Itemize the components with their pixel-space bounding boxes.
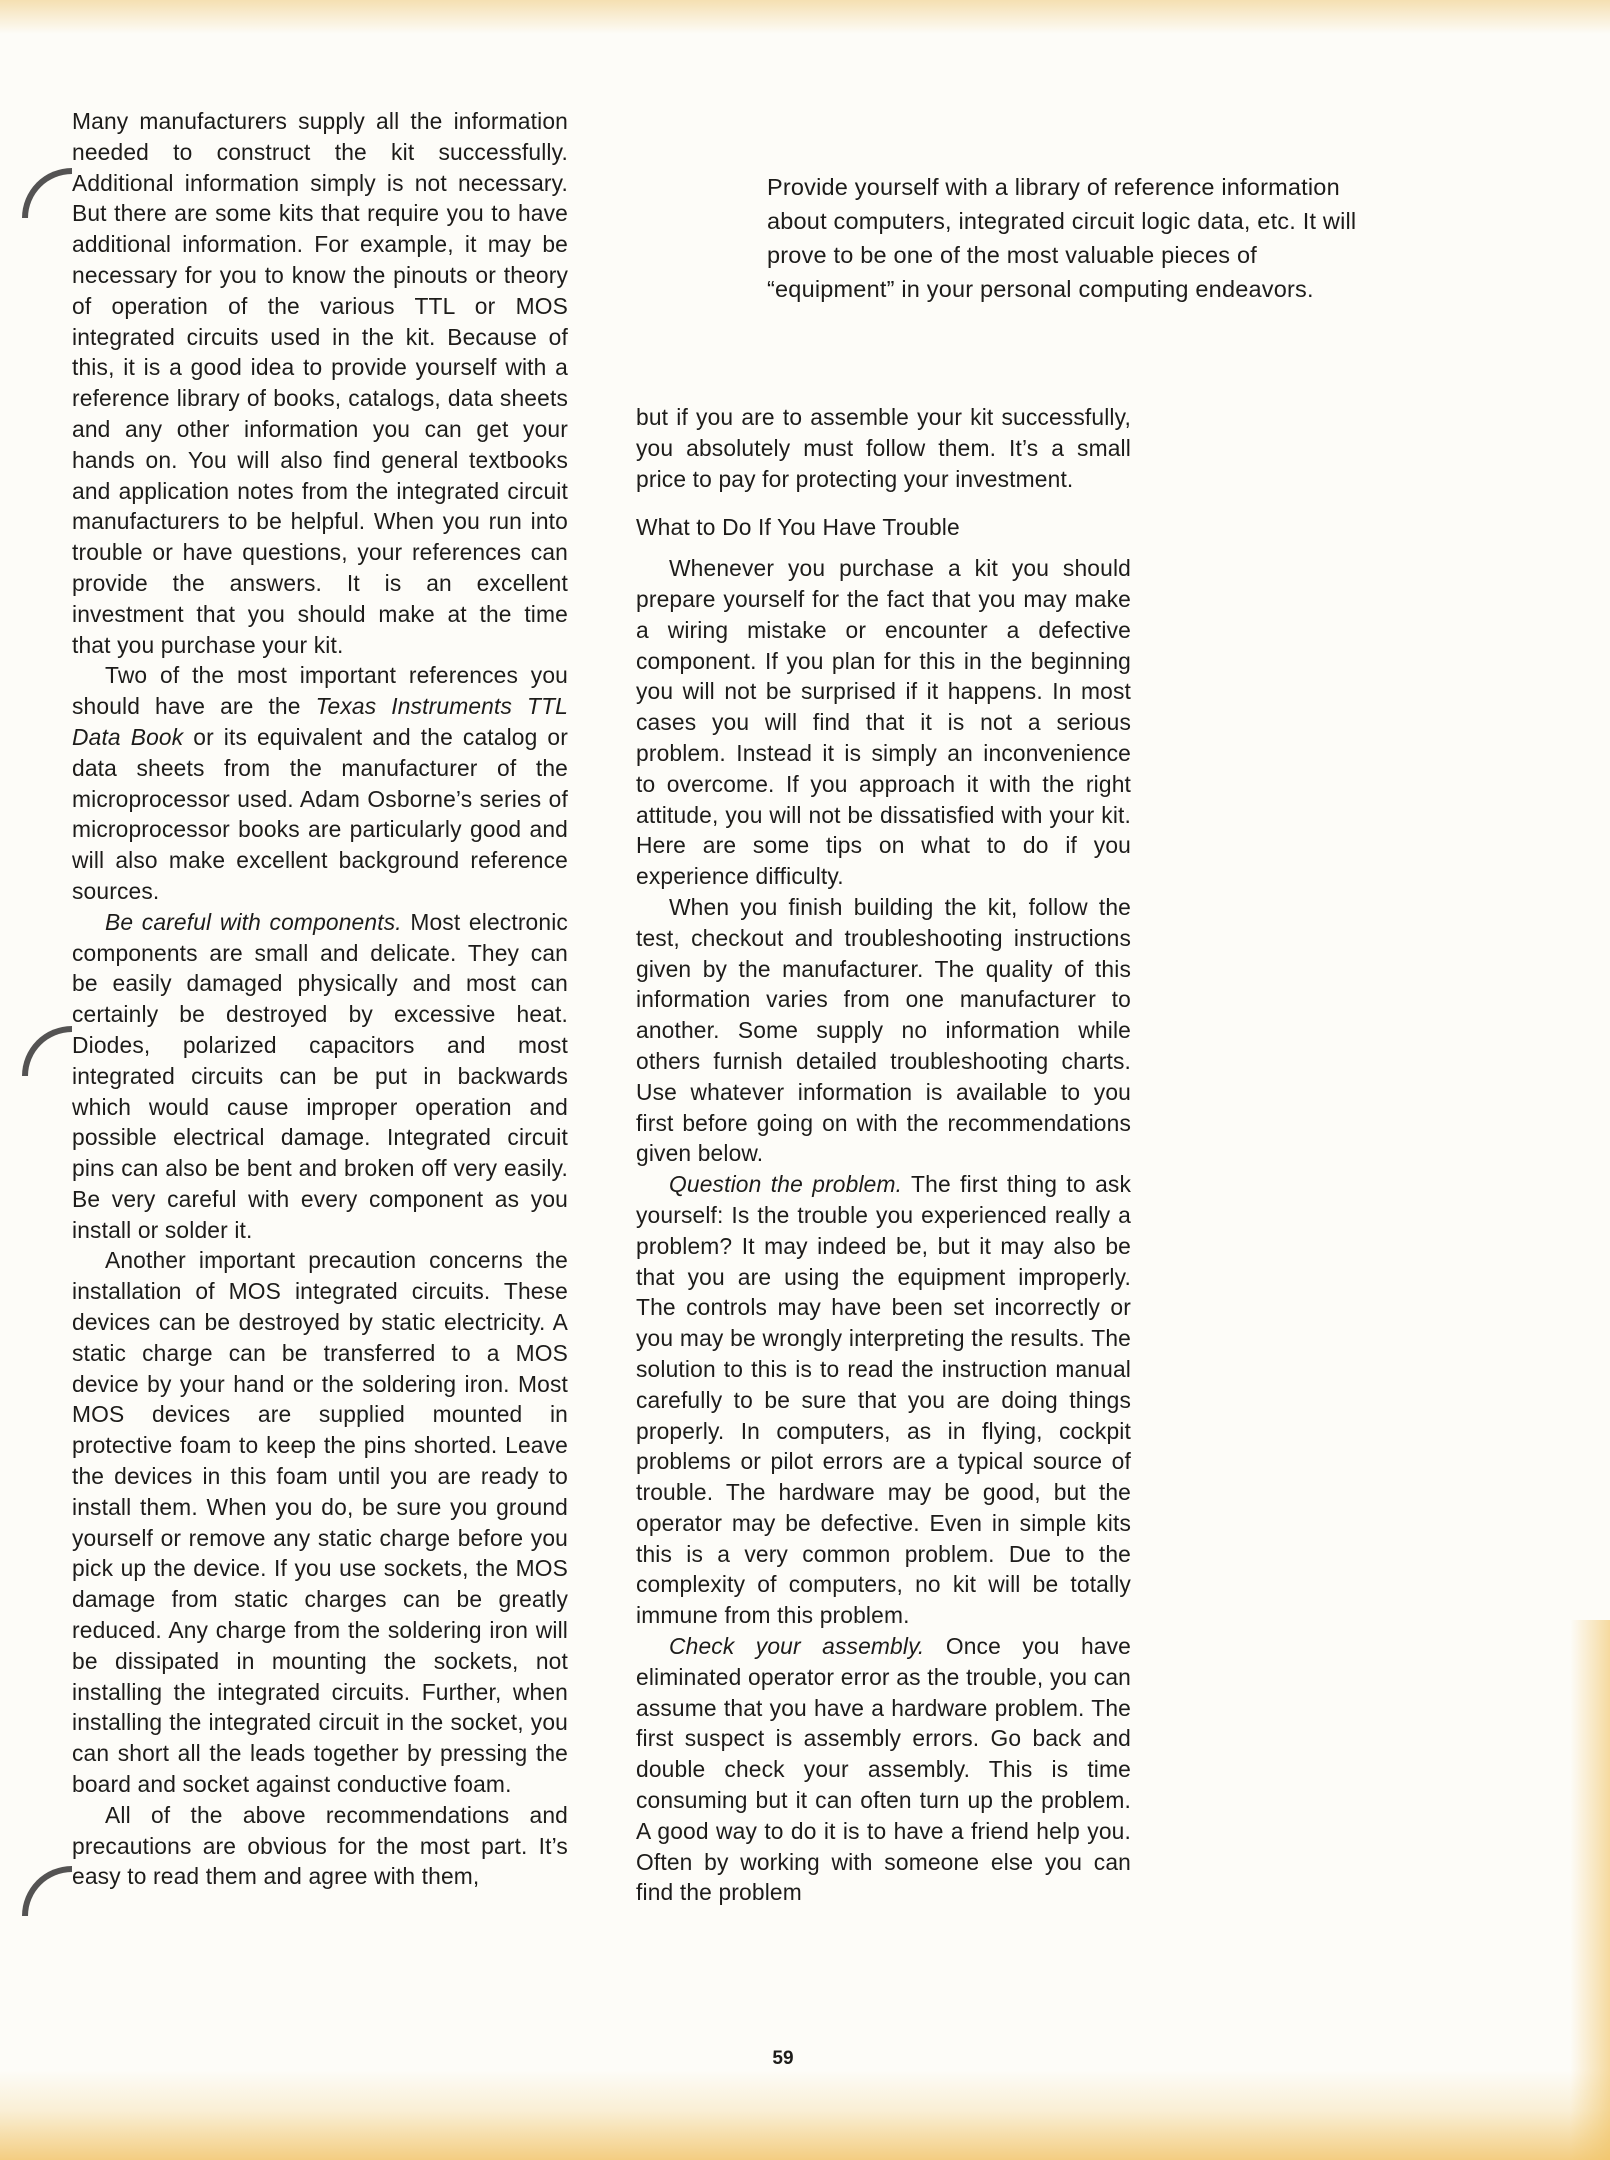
paragraph-text: Once you have eliminated operator error as the trouble, you can assume that you have a hardware problem. The first suspect is assembly errors. Go back and double check your assembly. This is time consuming but it can often turn up the problem. A good way to do it is to have a friend help you. Often by working with someone else you can find the problem <box>636 1633 1131 1906</box>
book-title: Texas Instruments TTL Data Book <box>72 693 568 750</box>
run-in-heading: Check your assembly. <box>669 1633 925 1660</box>
right-column <box>636 402 1131 1908</box>
run-in-heading: Be careful with components. <box>105 908 402 935</box>
page-number: 59 <box>772 2048 794 2069</box>
paragraph <box>636 1631 1131 1908</box>
paragraph-text: The first thing to ask yourself: Is the trouble you experienced really a problem? It may indeed be, but it may also be that you are using the equipment improperly. The controls may have been set incorrectly or you may be wrongly interpreting the results. The solution to this is to read the instruction manual carefully to be sure that you are doing things properly. In computers, as in flying, cockpit problems or pilot errors are a typical source of trouble. The hardware may be good, but the operator may be defective. Even in simple kits this is a very common problem. Due to the complexity of computers, no kit will be totally immune from this problem. <box>636 1171 1131 1629</box>
section-heading: What to Do If You Have Trouble <box>636 514 960 541</box>
paragraph-text: or its equivalent and the catalog or data sheets from the manufacturer of the microprocessor used. Adam Osborne’s series of microprocessor books are particularly good and will also make excellent background reference sources. <box>72 723 568 904</box>
paper-stain-right <box>1570 1620 1610 2160</box>
pull-quote-text: Provide yourself with a library of reference information about computers, integrated circuit logic data, etc. It will prove to be one of the most valuable pieces of “equipment” in your personal computing endeavors. <box>767 174 1357 302</box>
paragraph: but if you are to assemble your kit successfully, you absolutely must follow them. It’s a small price to pay for protecting your investment. <box>636 404 1131 492</box>
left-column <box>72 106 568 1892</box>
binder-hole-mark-top <box>22 168 72 218</box>
paragraph <box>72 907 568 1246</box>
paper-stain-top <box>0 0 1610 34</box>
pull-quote <box>767 170 1369 306</box>
paragraph-text: Most electronic components are small and delicate. They can be easily damaged physically and most can certainly be destroyed by excessive heat. Diodes, polarized capacitors and most integrated circuits can be put in backwards which would cause improper operation and possible electrical damage. Integrated circuit pins can also be bent and broken off very easily. Be very careful with every component as you install or solder it. <box>72 908 568 1243</box>
paper-stain-bottom <box>0 2070 1610 2160</box>
run-in-heading: Question the problem. <box>669 1171 903 1198</box>
paragraph: Many manufacturers supply all the information needed to construct the kit successfully. Additional information simply is not necessary. But there are some kits that require you to have additional information. For example, it may be necessary for you to know the pinouts or theory of operation of the various TTL or MOS integrated circuits used in the kit. Because of this, it is a good idea to provide yourself with a reference library of books, catalogs, data sheets and any other information you can get your hands on. You will also find general textbooks and application notes from the integrated circuit manufacturers to be helpful. When you run into trouble or have questions, your references can provide the answers. It is an excellent investment that you should make at the time that you purchase your kit. <box>72 108 568 658</box>
paragraph: All of the above recommendations and precautions are obvious for the most part. It’s easy to read them and agree with them, <box>72 1801 568 1890</box>
paragraph <box>636 1169 1131 1631</box>
binder-hole-mark-middle <box>22 1026 72 1076</box>
binder-hole-mark-bottom <box>22 1866 72 1916</box>
paragraph: Another important precaution concerns the installation of MOS integrated circuits. These devices can be destroyed by static electricity. A static charge can be transferred to a MOS device by your hand or the soldering iron. Most MOS devices are supplied mounted in protective foam to keep the pins shorted. Leave the devices in this foam until you are ready to install them. When you do, be sure you ground yourself or remove any static charge before you pick up the device. If you use sockets, the MOS damage from static charges can be greatly reduced. Any charge from the soldering iron will be dissipated in mounting the sockets, not installing the integrated circuits. Further, when installing the integrated circuit in the socket, you can short all the leads together by pressing the board and socket against conductive foam. <box>72 1247 568 1798</box>
paragraph-text: Two of the most important references you should have are the <box>72 662 568 720</box>
paragraph: Whenever you purchase a kit you should prepare yourself for the fact that you may make a wiring mistake or encounter a defective component. If you plan for this in the beginning you will not be surprised if it happens. In most cases you will find that it is not a serious problem. Instead it is simply an inconvenience to overcome. If you approach it with the right attitude, you will not be dissatisfied with your kit. Here are some tips on what to do if you experience difficulty. <box>636 555 1131 890</box>
paragraph: When you finish building the kit, follow the test, checkout and troubleshooting instructions given by the manufacturer. The quality of this information varies from one manufacturer to another. Some supply no information while others furnish detailed troubleshooting charts. Use whatever information is available to you first before going on with the recommendations given below. <box>636 893 1131 1167</box>
paragraph <box>72 660 568 906</box>
